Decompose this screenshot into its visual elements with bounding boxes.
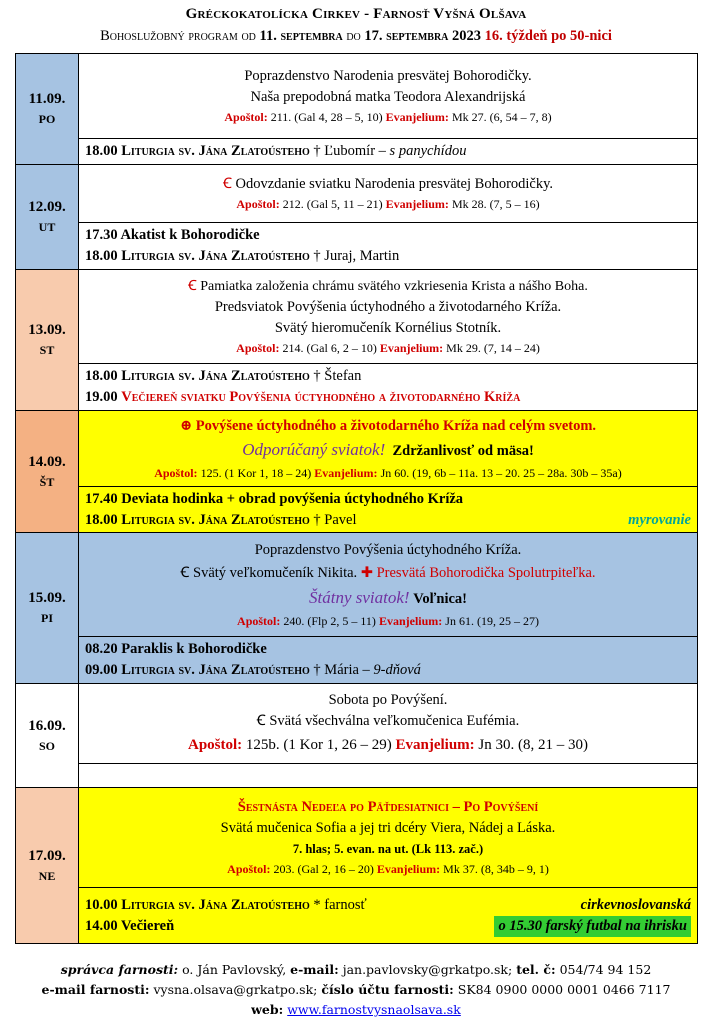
day-row-sat [16,684,698,764]
liturgical-info: ⊕ Povýšene úctyhodného a životodarného Kríža nad celým svetom. Odporúčaný sviatok! Zdržanlivosť od mäsa! Apoštol: 125. (1 Kor 1, 18 – 24) Evanjelium: Jn 60. (19, 6b – 11a. 13 – 20. 25 – 28a. 30b – 35a) [79,411,698,487]
saint-symbol-icon: Ꞓ [188,279,197,294]
day-row-mon [16,54,698,139]
services [79,764,698,788]
readings: Apoštol: 214. (Gal 6, 2 – 10) Evanjelium: Mk 29. (7, 14 – 24) [236,341,540,355]
day-cell: 16.09. SO [16,684,79,788]
liturgical-info: Poprazdenstvo Povýšenia úctyhodného Kríža. Ꞓ Svätý veľkomučeník Nikita. ✚ Presvätá Bohorodička Spolutrpiteľka. Štátny sviatok! Voľnica! Apoštol: 240. (Flp 2, 5 – 11) Evanjelium: Jn 61. (19, 25 – 27) [79,533,698,637]
week-label: 16. týždeň po 50-nici [484,28,612,44]
page-title: Gréckokatolícka Cirkev - Farnosť Vyšná Olšava [185,6,527,22]
services: 17.40 Deviata hodinka + obrad povýšenia úctyhodného Kríža 18.00 Liturgia sv. Jána Zlatoústeho † Pavel myrovanie [79,487,698,533]
readings: Apoštol: 240. (Flp 2, 5 – 11) Evanjelium: Jn 61. (19, 25 – 27) [237,613,539,628]
liturgical-info: Ꞓ Pamiatka založenia chrámu svätého vzkriesenia Krista a nášho Boha. Predsviatok Povýšenia úctyhodného a životodarného Kríža. Svätý hieromučeník Kornélius Stotník. Apoštol: 214. (Gal 6, 2 – 10) Evanjelium: Mk 29. (7, 14 – 24) [79,270,698,364]
saint-symbol-icon: Ꞓ [256,712,266,729]
day-cell: 15.09. PI [16,533,79,684]
website-link[interactable]: www.farnostvysnaolsava.sk [287,1002,461,1017]
liturgical-info: Poprazdenstvo Narodenia presvätej Bohorodičky. Naša prepodobná matka Teodora Alexandrijská Apoštol: 211. (Gal 4, 28 – 5, 10) Evanjelium: Mk 27. (6, 54 – 7, 8) [79,54,698,139]
day-row-fri [16,533,698,637]
liturgical-info: Sobota po Povýšení. Ꞓ Svätá všechválna veľkomučenica Eufémia. Apoštol: 125b. (1 Kor 1, 26 – 29) Evanjelium: Jn 30. (8, 21 – 30) [79,684,698,764]
footer-line-3: web: www.farnostvysnaolsava.sk [251,1002,461,1017]
services: 18.00 Liturgia sv. Jána Zlatoústeho † Ľubomír – s panychídou [79,139,698,165]
day-cell: 17.09. NE [16,788,79,944]
footer-line-2: e-mail farnosti: vysna.olsava@grkatpo.sk; číslo účtu farnosti: SK84 0900 0000 0001 0466 7117 [41,982,671,997]
readings: Apoštol: 212. (Gal 5, 11 – 21) Evanjelium: Mk 28. (7, 5 – 16) [236,197,540,211]
saint-symbol-icon: Ꞓ [180,564,190,581]
services: 10.00 Liturgia sv. Jána Zlatoústeho * farnosť cirkevnoslovanská 14.00 Večiereň o 15.30 farský futbal na ihrisku [79,888,698,944]
readings: Apoštol: 125b. (1 Kor 1, 26 – 29) Evanjelium: Jn 30. (8, 21 – 30) [188,736,588,753]
readings: Apoštol: 125. (1 Kor 1, 18 – 24) Evanjelium: Jn 60. (19, 6b – 11a. 13 – 20. 25 – 28a. 30b – 35a) [154,465,622,480]
services: 08.20 Paraklis k Bohorodičke 09.00 Liturgia sv. Jána Zlatoústeho † Mária – 9-dňová [79,637,698,684]
day-cell: 12.09. UT [16,165,79,270]
liturgical-info: Šestnásta Nedeľa po Päťdesiatnici – Po Povýšení Svätá mučenica Sofia a jej tri dcéry Viera, Nádej a Láska. 7. hlas; 5. evan. na ut. (Lk 113. zač.) Apoštol: 203. (Gal 2, 16 – 20) Evanjelium: Mk 37. (8, 34b – 9, 1) [79,788,698,888]
day-row-thu [16,411,698,487]
day-row-wed [16,270,698,364]
day-row-sun [16,788,698,888]
day-cell: 14.09. ŠT [16,411,79,533]
cross-icon: ⊕ [179,417,193,434]
page-subtitle: Bohoslužobný program od 11. septembra do 17. septembra 2023 16. týždeň po 50-nici [100,28,612,44]
cross-icon: ✚ [360,564,373,581]
day-row-tue [16,165,698,223]
schedule-table [15,53,698,944]
footer-line-1: správca farnosti: o. Ján Pavlovský, e-mail: jan.pavlovsky@grkatpo.sk; tel. č: 054/74 94 152 [60,962,652,977]
readings: Apoštol: 211. (Gal 4, 28 – 5, 10) Evanjelium: Mk 27. (6, 54 – 7, 8) [224,110,552,124]
event-note: o 15.30 farský futbal na ihrisku [494,916,691,937]
day-cell: 13.09. ST [16,270,79,411]
liturgical-info: Ꞓ Odovzdanie sviatku Narodenia presvätej Bohorodičky. Apoštol: 212. (Gal 5, 11 – 21) Evanjelium: Mk 28. (7, 5 – 16) [79,165,698,223]
services: 18.00 Liturgia sv. Jána Zlatoústeho † Štefan 19.00 Večiereň sviatku Povýšenia úctyhodného a životodarného Kríža [79,364,698,411]
saint-symbol-icon: Ꞓ [222,176,232,192]
services: 17.30 Akatist k Bohorodičke 18.00 Liturgia sv. Jána Zlatoústeho † Juraj, Martin [79,223,698,270]
readings: Apoštol: 203. (Gal 2, 16 – 20) Evanjelium: Mk 37. (8, 34b – 9, 1) [227,862,549,876]
day-cell: 11.09. PO [16,54,79,165]
